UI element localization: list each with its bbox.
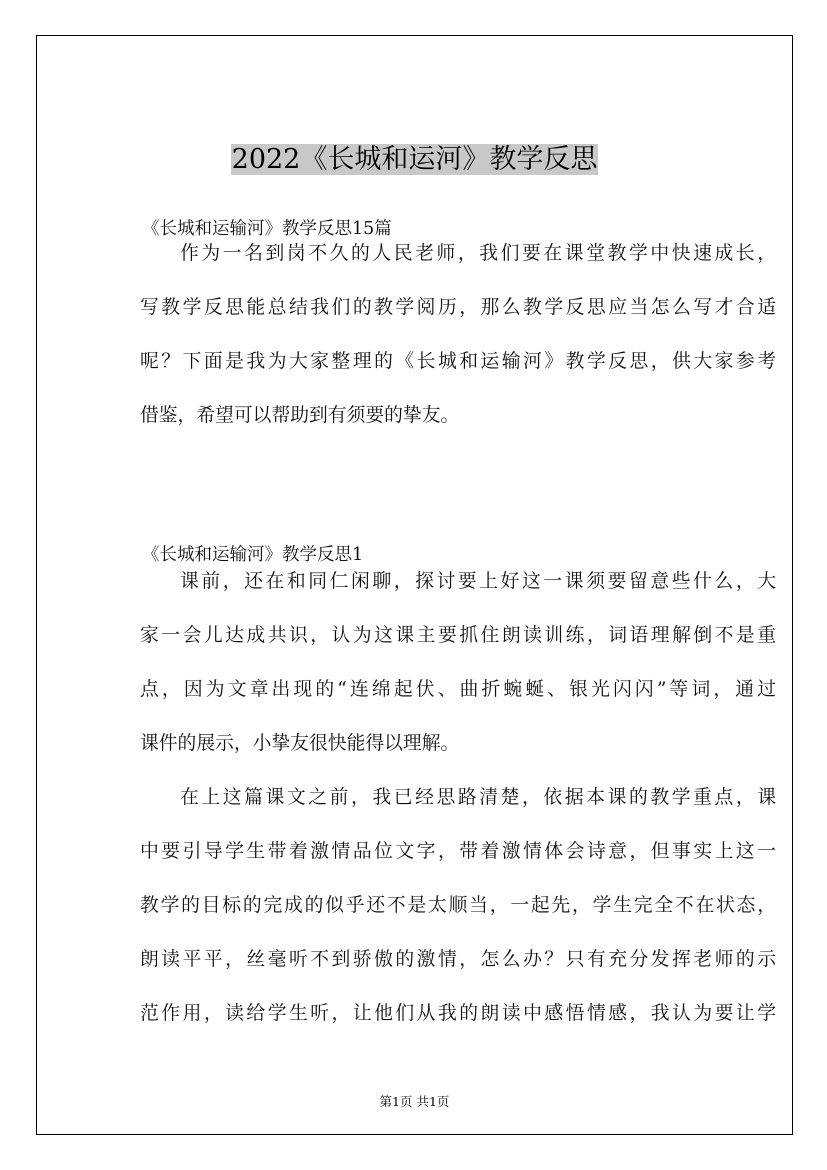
paragraph-line: 中要引导学生带着激情品位文字，带着激情体会诗意，但事实上这一 (140, 841, 776, 862)
paragraph-line: 课前，还在和同仁闲聊，探讨要上好这一课须要留意些什么，大 (180, 571, 776, 592)
document-subtitle: 《长城和运输河》教学反思15篇 (142, 219, 392, 239)
section-heading: 《长城和运输河》教学反思1 (142, 545, 364, 565)
document-title (37, 140, 792, 180)
paragraph-line: 借鉴，希望可以帮助到有须要的挚友。 (140, 405, 460, 426)
title-text: 2022《长城和运河》教学反思 (231, 144, 598, 175)
section1-paragraph-2 (140, 785, 776, 1055)
paragraph-line: 教学的目标的完成的似乎还不是太顺当，一起先，学生完全不在状态， (140, 895, 776, 916)
section1-paragraph-1 (140, 569, 776, 785)
document-page (36, 35, 793, 1135)
paragraph-line: 写教学反思能总结我们的教学阅历，那么教学反思应当怎么写才合适 (140, 297, 776, 318)
paragraph-line: 呢？下面是我为大家整理的《长城和运输河》教学反思，供大家参考 (140, 351, 776, 372)
paragraph-line: 在上这篇课文之前，我已经思路清楚，依据本课的教学重点，课 (180, 787, 776, 808)
paragraph-line: 点，因为文章出现的“连绵起伏、曲折蜿蜒、银光闪闪”等词，通过 (140, 679, 776, 700)
paragraph-line: 家一会儿达成共识，认为这课主要抓住朗读训练，词语理解倒不是重 (140, 625, 776, 646)
intro-paragraph (140, 241, 776, 457)
page-footer: 第1页 共1页 (379, 1094, 450, 1109)
paragraph-line: 朗读平平，丝毫听不到骄傲的激情，怎么办？只有充分发挥老师的示 (140, 949, 776, 970)
paragraph-line: 范作用，读给学生听，让他们从我的朗读中感悟情感，我认为要让学 (140, 1003, 776, 1024)
paragraph-line: 课件的展示，小挚友很快能得以理解。 (140, 733, 460, 754)
paragraph-line: 作为一名到岗不久的人民老师，我们要在课堂教学中快速成长， (180, 243, 776, 264)
